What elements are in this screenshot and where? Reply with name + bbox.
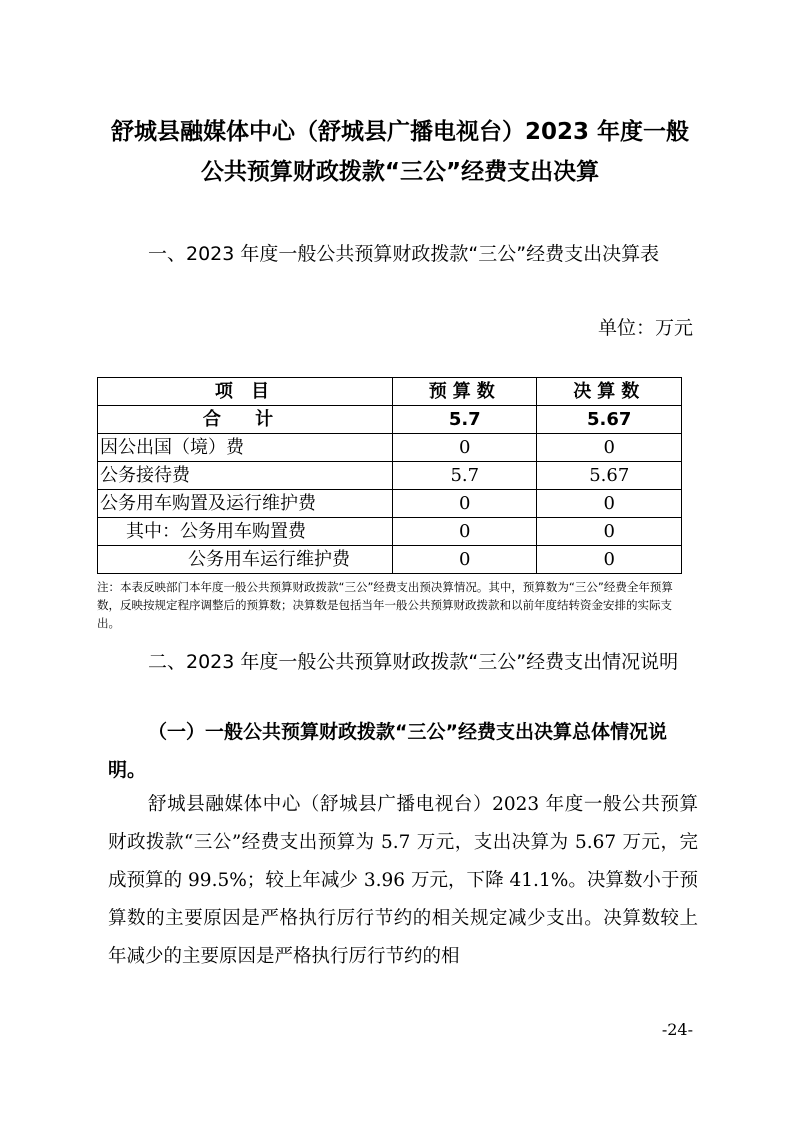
document-title-line2: 公共预算财政拨款“三公”经费支出决算 — [200, 159, 600, 185]
body-paragraph: 舒城县融媒体中心（舒城县广播电视台）2023 年度一般公共预算财政拨款“三公”经费支出预算为 5.7 万元，支出决算为 5.67 万元，完成预算的 99.5%；较上年减少 3.96 万元，下降 41.1%。决算数小于预算数的主要原因是严格执行厉行节约的相关规定减少支出。决算数较上年减少的主要原因是严格执行厉行节约的相 — [108, 794, 698, 967]
table-note: 注：本表反映部门本年度一般公共预算财政拨款“三公”经费支出预决算情况。其中，预算数为“三公”经费全年预算数，反映按规定程序调整后的预算数；决算数是包括当年一般公共预算财政拨款和以前年度结转资金安排的实际支出。 — [97, 580, 673, 630]
table-row — [98, 546, 682, 574]
row-label: 其中：公务用车购置费 — [98, 518, 393, 546]
row-label: 因公出国（境）费 — [98, 434, 393, 462]
header-budget: 预算数 — [393, 378, 537, 406]
row-actual: 0 — [537, 546, 682, 574]
table-row — [98, 490, 682, 518]
row-label: 公务用车运行维护费 — [98, 546, 393, 574]
table-row — [98, 462, 682, 490]
row-label: 公务接待费 — [98, 462, 393, 490]
row-actual: 5.67 — [537, 406, 682, 434]
three-public-expense-table — [97, 377, 682, 574]
document-title-line1: 舒城县融媒体中心（舒城县广播电视台）2023 年度一般 — [110, 119, 690, 145]
table-row — [98, 518, 682, 546]
table-row — [98, 434, 682, 462]
row-actual: 0 — [537, 518, 682, 546]
subsection1-heading: （一）一般公共预算财政拨款“三公”经费支出决算总体情况说明。 — [108, 721, 667, 781]
table-row-total — [98, 406, 682, 434]
page-number: -24- — [661, 1020, 693, 1039]
table-header-row — [98, 378, 682, 406]
row-budget: 5.7 — [393, 462, 537, 490]
section2-heading: 二、2023 年度一般公共预算财政拨款“三公”经费支出情况说明 — [148, 651, 679, 673]
row-budget: 0 — [393, 546, 537, 574]
row-label: 公务用车购置及运行维护费 — [98, 490, 393, 518]
row-budget: 5.7 — [393, 406, 537, 434]
section1-heading: 一、2023 年度一般公共预算财政拨款“三公”经费支出决算表 — [148, 243, 660, 265]
row-actual: 5.67 — [537, 462, 682, 490]
header-item: 项 目 — [98, 378, 393, 406]
row-budget: 0 — [393, 434, 537, 462]
row-label: 合 计 — [98, 406, 393, 434]
header-actual: 决算数 — [537, 378, 682, 406]
unit-label: 单位：万元 — [597, 317, 693, 339]
row-actual: 0 — [537, 434, 682, 462]
row-actual: 0 — [537, 490, 682, 518]
row-budget: 0 — [393, 490, 537, 518]
row-budget: 0 — [393, 518, 537, 546]
